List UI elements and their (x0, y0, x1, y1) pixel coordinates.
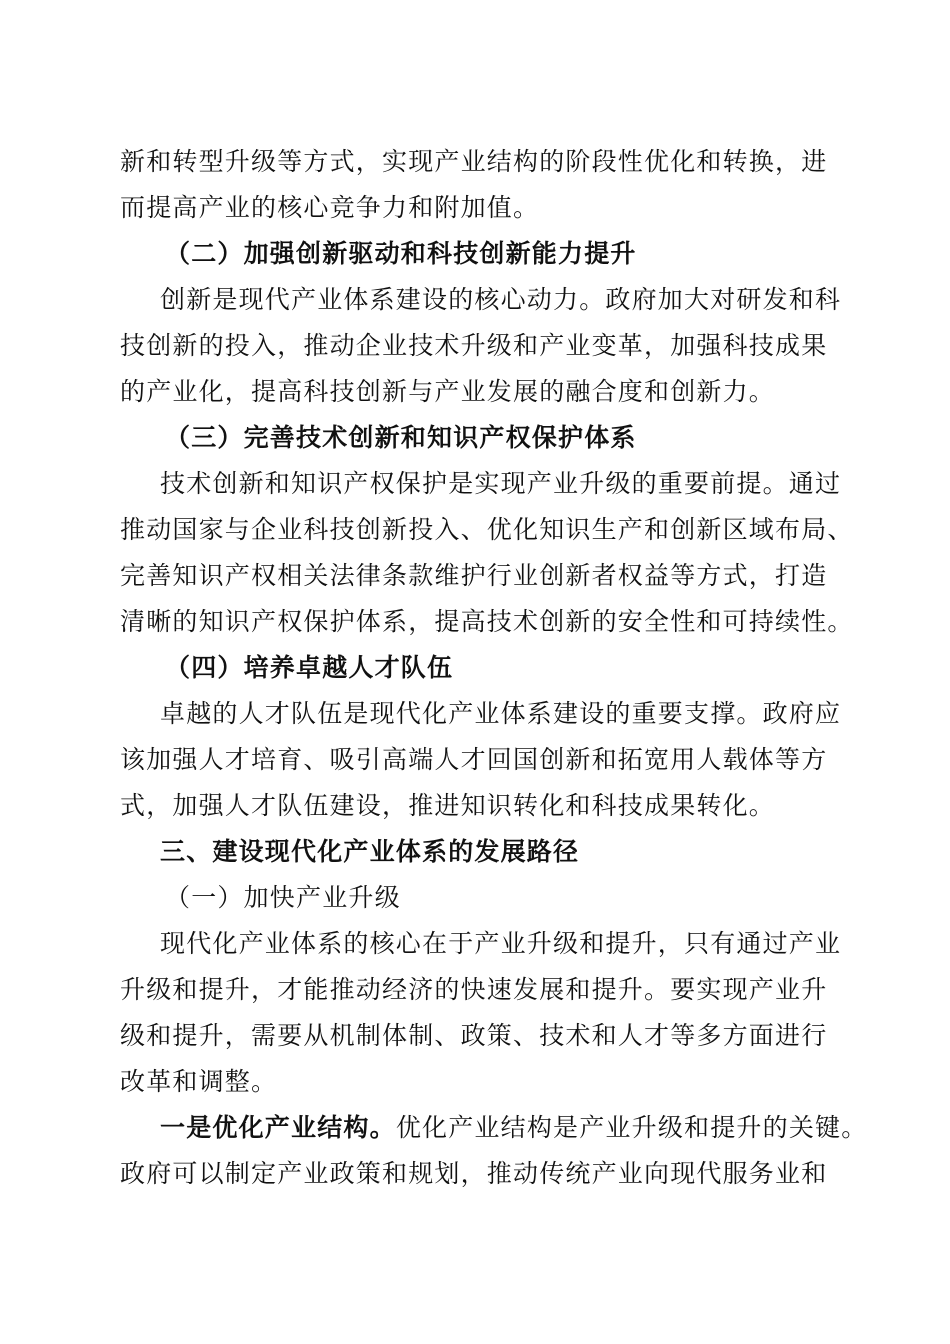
subheading-1: （一）加快产业升级 (165, 883, 401, 912)
body-text-line: 而提高产业的核心竞争力和附加值。 (120, 193, 540, 222)
body-text-line: 式，加强人才队伍建设，推进知识转化和科技成果转化。 (120, 791, 776, 820)
subheading-2: （二）加强创新驱动和科技创新能力提升 (165, 239, 637, 268)
body-text-line: 技术创新和知识产权保护是实现产业升级的重要前提。通过 (160, 469, 842, 498)
body-text-line: 新和转型升级等方式，实现产业结构的阶段性优化和转换，进 (120, 147, 828, 176)
body-text-line: 创新是现代产业体系建设的核心动力。政府加大对研发和科 (160, 285, 842, 314)
body-text-line: 该加强人才培育、吸引高端人才回国创新和拓宽用人载体等方 (120, 745, 828, 774)
body-text-line: 政府可以制定产业政策和规划，推动传统产业向现代服务业和 (120, 1159, 828, 1188)
body-text-line: 推动国家与企业科技创新投入、优化知识生产和创新区域布局、 (120, 515, 854, 544)
body-text-line: 的产业化，提高科技创新与产业发展的融合度和创新力。 (120, 377, 776, 406)
body-text-line: 技创新的投入，推动企业技术升级和产业变革，加强科技成果 (120, 331, 828, 360)
body-text-line: 改革和调整。 (120, 1067, 278, 1096)
body-text-line: 清晰的知识产权保护体系，提高技术创新的安全性和可持续性。 (120, 607, 854, 636)
point-heading: 一是优化产业结构。 (160, 1113, 396, 1142)
point-text: 优化产业结构是产业升级和提升的关键。 (395, 1113, 868, 1142)
body-text-line: 现代化产业体系的核心在于产业升级和提升，只有通过产业 (160, 929, 842, 958)
body-text-line (160, 1112, 880, 1144)
subheading-4: （四）培养卓越人才队伍 (165, 653, 454, 682)
subheading-3: （三）完善技术创新和知识产权保护体系 (165, 423, 637, 452)
body-text-line: 升级和提升，才能推动经济的快速发展和提升。要实现产业升 (120, 975, 828, 1004)
body-text-line: 级和提升，需要从机制体制、政策、技术和人才等多方面进行 (120, 1021, 828, 1050)
body-text-line: 卓越的人才队伍是现代化产业体系建设的重要支撑。政府应 (160, 699, 842, 728)
body-text-line: 完善知识产权相关法律条款维护行业创新者权益等方式，打造 (120, 561, 828, 590)
section-heading: 三、建设现代化产业体系的发展路径 (160, 837, 580, 866)
